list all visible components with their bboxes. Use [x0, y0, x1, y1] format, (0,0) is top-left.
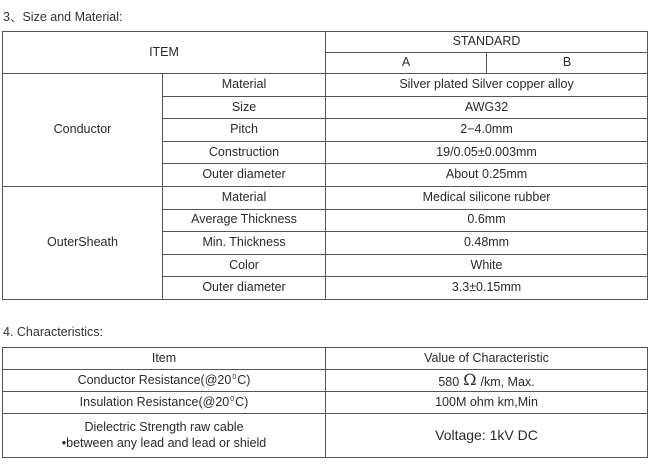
size-material-table — [2, 31, 648, 300]
dielectric-strength-label: Dielectric Strength raw cable •between any lead and lead or shield — [3, 414, 326, 458]
dielectric-strength-value: Voltage: 1kV DC — [326, 414, 648, 458]
row-value: Medical silicone rubber — [326, 186, 648, 209]
degree-superscript: 0 — [232, 373, 237, 381]
value-header: Value of Characteristic — [326, 348, 648, 370]
table-header-row — [3, 348, 648, 370]
row-value: 3.3±0.15mm — [326, 277, 648, 300]
row-value: 19/0.05±0.003mm — [326, 141, 648, 164]
characteristics-table — [2, 347, 648, 458]
row-value: 2−4.0mm — [326, 119, 648, 142]
insulation-resistance-value: 100M ohm km,Min — [326, 392, 648, 414]
conductor-resistance-label: Conductor $Resistance(@20^0C)$ — [3, 370, 326, 392]
table-header-row — [3, 32, 648, 53]
column-a-header: A — [326, 53, 487, 74]
degree-superscript: 0 — [230, 395, 235, 403]
row-value: Silver plated Silver copper alloy — [326, 74, 648, 97]
row-value: White — [326, 254, 648, 277]
insulation-resistance-label: Insulation $Resistance(@20^0C)$ — [3, 392, 326, 414]
item-header: ITEM — [3, 32, 326, 74]
row-label: Material — [163, 74, 326, 97]
row-label: Color — [163, 254, 326, 277]
row-label: Outer diameter — [163, 164, 326, 187]
row-label: Average Thickness — [163, 209, 326, 232]
column-b-header: B — [487, 53, 648, 74]
row-value: About 0.25mm — [326, 164, 648, 187]
row-value: 0.48mm — [326, 232, 648, 255]
table-row — [3, 414, 648, 458]
row-label: Pitch — [163, 119, 326, 142]
row-value: 0.6mm — [326, 209, 648, 232]
table-row — [3, 186, 648, 209]
group-label-conductor: Conductor — [3, 74, 163, 187]
conductor-resistance-value: 580 Ω /km, Max. — [326, 370, 648, 392]
row-label: Construction — [163, 141, 326, 164]
row-value: AWG32 — [326, 96, 648, 119]
ohm-symbol: Ω — [463, 369, 477, 389]
row-label: Outer diameter — [163, 277, 326, 300]
standard-header: STANDARD — [326, 32, 648, 53]
row-label: Size — [163, 96, 326, 119]
section-heading-size-material: 3、Size and Material: — [3, 10, 123, 24]
section-heading-characteristics: 4. Characteristics: — [3, 325, 104, 339]
table-row — [3, 370, 648, 392]
table-row — [3, 74, 648, 97]
group-label-outersheath: OuterSheath — [3, 186, 163, 299]
row-label: Material — [163, 186, 326, 209]
item-header: Item — [3, 348, 326, 370]
row-label: Min. Thickness — [163, 232, 326, 255]
table-row — [3, 392, 648, 414]
